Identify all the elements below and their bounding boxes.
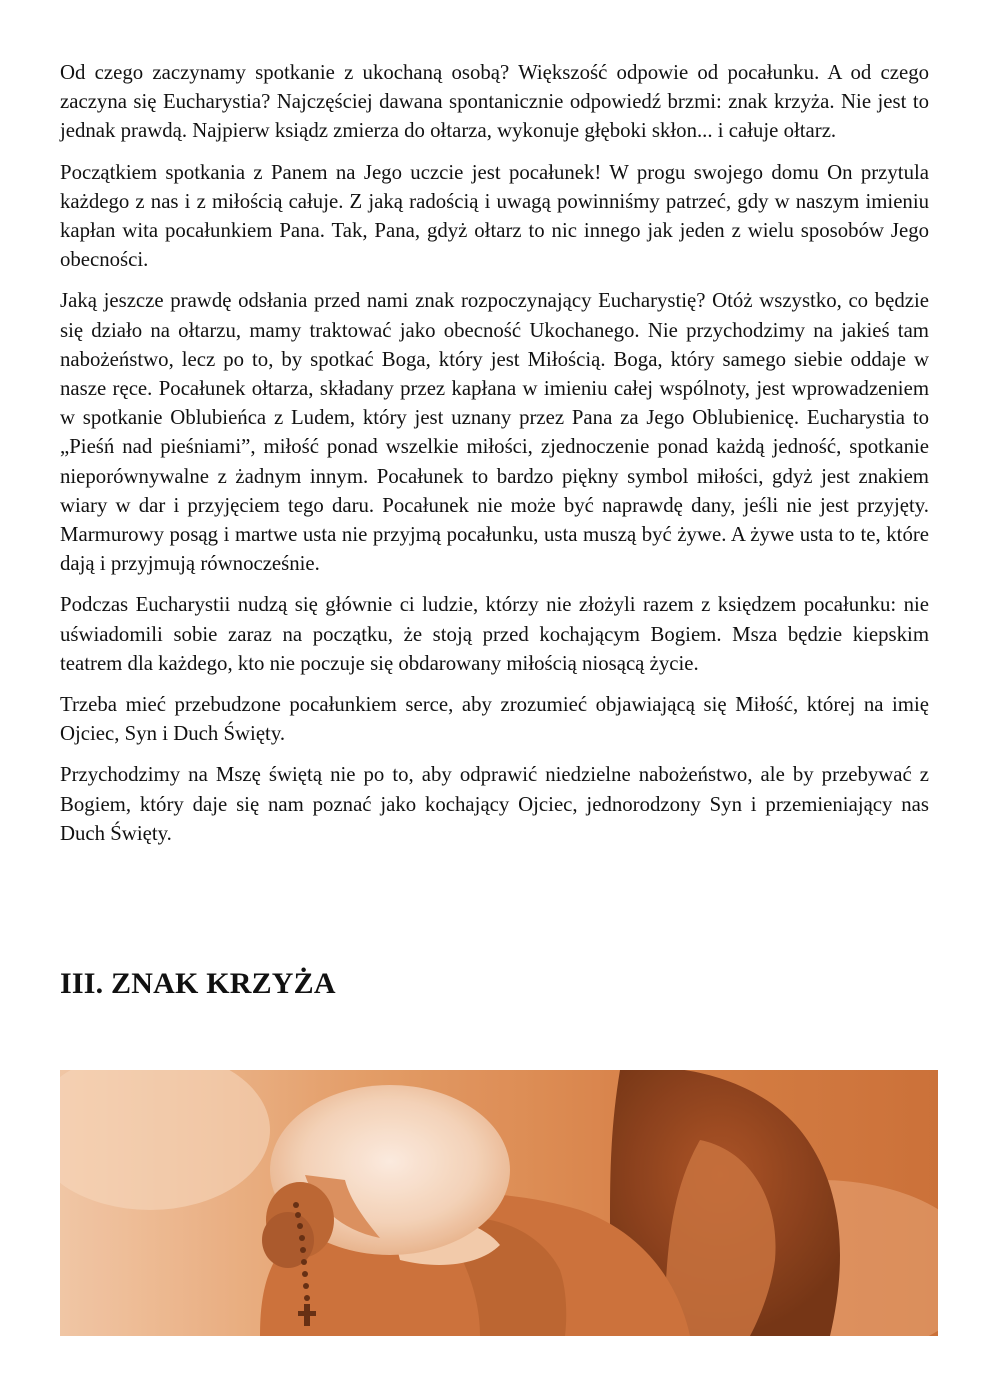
body-text bbox=[60, 58, 929, 860]
paragraph-2: Początkiem spotkania z Panem na Jego uczcie jest pocałunek! W progu swojego domu On przytula każdego z nas i z miłością całuje. Z jaką radością i uwagą powinniśmy patrzeć, gdy w naszym imieniu kapłan wita pocałunkiem Pana. Tak, Pana, gdyż ołtarz to nic innego jak jeden z wielu sposobów Jego obecności. bbox=[60, 160, 929, 272]
section-heading: III. ZNAK KRZYŻA bbox=[60, 967, 336, 1000]
paragraph-6: Przychodzimy na Mszę świętą nie po to, aby odprawić niedzielne nabożeństwo, ale by przebywać z Bogiem, który daje się nam poznać jako kochający Ojciec, jednorodzony Syn i przemieniający nas Duch Święty. bbox=[60, 763, 929, 845]
paragraph-1: Od czego zaczynamy spotkanie z ukochaną osobą? Większość odpowie od pocałunku. A od czego zaczyna się Eucharystia? Najczęściej dawana spontanicznie odpowiedź brzmi: znak krzyża. Nie jest to jednak prawdą. Najpierw ksiądz zmierza do ołtarza, wykonuje głęboki skłon... i całuje ołtarz. bbox=[60, 61, 929, 143]
paragraph-4: Podczas Eucharystii nudzą się głównie ci ludzie, którzy nie złożyli razem z księdzem pocałunku: nie uświadomili sobie zaraz na początku, że stoją przed kochającym Bogiem. Msza będzie kiepskim teatrem dla każdego, kto nie poczuje się obdarowany miłością niosącą życie. bbox=[60, 593, 929, 675]
paragraph-5: Trzeba mieć przebudzone pocałunkiem serce, aby zrozumieć objawiającą się Miłość, której na imię Ojciec, Syn i Duch Święty. bbox=[60, 693, 929, 746]
paragraph-3: Jaką jeszcze prawdę odsłania przed nami znak rozpoczynający Eucharystię? Otóż wszystko, co będzie się działo na ołtarzu, mamy traktować jako obecność Ukochanego. Nie przychodzimy na jakieś tam nabożeństwo, lecz po to, by spotkać Boga, który jest Miłością. Boga, który samego siebie oddaje w nasze ręce. Pocałunek ołtarza, składany przez kapłana w imieniu całej wspólnoty, jest wprowadzeniem w spotkanie Oblubieńca z Ludem, który jest uznany przez Pana za Jego Oblubienicę. Eucharystia to „Pieśń nad pieśniami”, miłość ponad wszelkie miłości, zjednoczenie ponad każdą jedność, spotkanie nieporównywalne z żadnym innym. Pocałunek to bardzo piękny symbol miłości, gdyż jest znakiem wiary w dar i przyjęciem tego daru. Pocałunek nie może być naprawdę dany, jeśli nie jest przyjęty. Marmurowy posąg i martwe usta nie przyjmą pocałunku, usta muszą być żywe. A żywe usta to te, które dają i przyjmują równocześnie. bbox=[60, 289, 929, 576]
praying-woman-photo bbox=[60, 1070, 938, 1336]
photo-illustration bbox=[60, 1070, 938, 1336]
